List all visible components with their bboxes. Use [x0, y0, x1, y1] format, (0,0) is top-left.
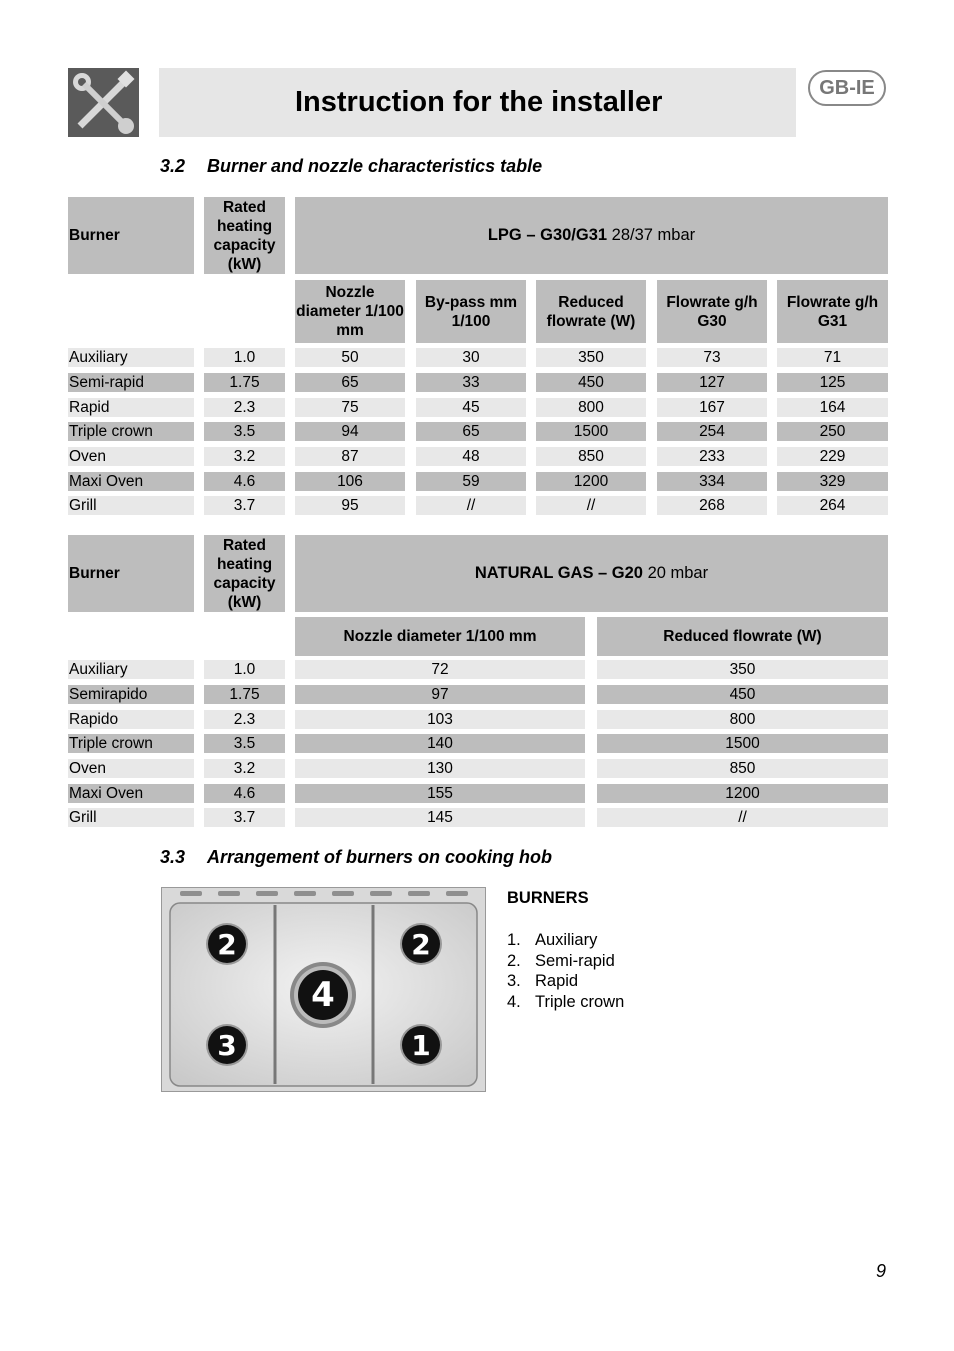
lpg-subheader-2: By-pass mm 1/100	[416, 280, 526, 343]
lpg-cell: //	[536, 496, 646, 515]
hob-burner-badge: 3	[208, 1026, 246, 1064]
lpg-cell: 71	[777, 348, 888, 367]
ng-row-label: Rapido	[68, 710, 194, 729]
ng-cell: 2.3	[204, 710, 285, 729]
lpg-gas-header: LPG – G30/G31 28/37 mbar	[295, 197, 888, 274]
ng-cell: 800	[597, 710, 888, 729]
ng-cell: 155	[295, 784, 585, 803]
ng-row-label: Grill	[68, 808, 194, 827]
ng-cell: 1200	[597, 784, 888, 803]
lpg-cell: 59	[416, 472, 526, 491]
lpg-cell: 94	[295, 422, 405, 441]
lpg-cell: 254	[657, 422, 767, 441]
burners-legend-heading: BURNERS	[507, 889, 589, 907]
lpg-cell: 33	[416, 373, 526, 392]
ng-row-label: Auxiliary	[68, 660, 194, 679]
hob-burner-badge: 2	[402, 925, 440, 963]
lpg-cell: 450	[536, 373, 646, 392]
ng-gas-header: NATURAL GAS – G20 20 mbar	[295, 535, 888, 612]
lpg-cell: 127	[657, 373, 767, 392]
section-heading-3-2: 3.2 Burner and nozzle characteristics table	[160, 156, 543, 176]
ng-cell: 350	[597, 660, 888, 679]
hob-burner-badge: 4	[298, 970, 348, 1020]
lpg-row-label: Maxi Oven	[68, 472, 194, 491]
ng-cell: //	[597, 808, 888, 827]
ng-capacity-header: Rated heating capacity (kW)	[204, 535, 285, 612]
lpg-cell: //	[416, 496, 526, 515]
burners-legend-list	[507, 930, 624, 1012]
lpg-cell: 4.6	[204, 472, 285, 491]
lpg-cell: 268	[657, 496, 767, 515]
ng-row-label: Oven	[68, 759, 194, 778]
burner-legend-item-2: 2. Semi-rapid	[507, 951, 615, 970]
lpg-cell: 229	[777, 447, 888, 466]
lpg-cell: 350	[536, 348, 646, 367]
lpg-cell: 334	[657, 472, 767, 491]
ng-cell: 72	[295, 660, 585, 679]
ng-subheader-1: Nozzle diameter 1/100 mm	[295, 617, 585, 656]
lpg-cell: 48	[416, 447, 526, 466]
lpg-cell: 2.3	[204, 398, 285, 417]
section-heading-3-3: 3.3 Arrangement of burners on cooking hob	[160, 847, 553, 867]
lpg-cell: 87	[295, 447, 405, 466]
hob-burner-badge: 2	[208, 925, 246, 963]
lpg-cell: 3.7	[204, 496, 285, 515]
ng-cell: 1.75	[204, 685, 285, 704]
lpg-cell: 106	[295, 472, 405, 491]
ng-row-label: Semirapido	[68, 685, 194, 704]
ng-cell: 3.2	[204, 759, 285, 778]
lpg-cell: 125	[777, 373, 888, 392]
lpg-cell: 75	[295, 398, 405, 417]
lpg-row-label: Triple crown	[68, 422, 194, 441]
lpg-subheader-3: Reduced flowrate (W)	[536, 280, 646, 343]
lpg-cell: 850	[536, 447, 646, 466]
lpg-cell: 1.0	[204, 348, 285, 367]
ng-row-label: Maxi Oven	[68, 784, 194, 803]
ng-cell: 130	[295, 759, 585, 778]
ng-cell: 3.5	[204, 734, 285, 753]
lpg-cell: 1200	[536, 472, 646, 491]
ng-subheader-2: Reduced flowrate (W)	[597, 617, 888, 656]
tools-icon	[68, 68, 139, 137]
ng-cell: 3.7	[204, 808, 285, 827]
lpg-cell: 1.75	[204, 373, 285, 392]
lpg-cell: 264	[777, 496, 888, 515]
ng-burner-header: Burner	[68, 535, 194, 612]
lpg-row-label: Semi-rapid	[68, 373, 194, 392]
burner-legend-item-1: 1. Auxiliary	[507, 931, 598, 949]
lpg-row-label: Auxiliary	[68, 348, 194, 367]
lpg-cell: 73	[657, 348, 767, 367]
burner-legend-item-4: 4. Triple crown	[507, 992, 625, 1011]
ng-cell: 1.0	[204, 660, 285, 679]
burner-legend-item-3: 3. Rapid	[507, 972, 579, 990]
lpg-cell: 800	[536, 398, 646, 417]
hob-burner-badge: 1	[402, 1026, 440, 1064]
lpg-subheader-1: Nozzle diameter 1/100 mm	[295, 280, 405, 343]
ng-cell: 97	[295, 685, 585, 704]
ng-cell: 4.6	[204, 784, 285, 803]
ng-cell: 103	[295, 710, 585, 729]
lpg-cell: 65	[295, 373, 405, 392]
ng-cell: 450	[597, 685, 888, 704]
ng-cell: 145	[295, 808, 585, 827]
lpg-capacity-header: Rated heating capacity (kW)	[204, 197, 285, 274]
lpg-cell: 250	[777, 422, 888, 441]
ng-row-label: Triple crown	[68, 734, 194, 753]
page-title: Instruction for the installer	[295, 86, 663, 118]
lpg-cell: 1500	[536, 422, 646, 441]
lpg-cell: 3.2	[204, 447, 285, 466]
lpg-cell: 329	[777, 472, 888, 491]
lpg-cell: 45	[416, 398, 526, 417]
ng-cell: 850	[597, 759, 888, 778]
lpg-cell: 3.5	[204, 422, 285, 441]
lpg-row-label: Grill	[68, 496, 194, 515]
lpg-cell: 30	[416, 348, 526, 367]
page-number: 9	[876, 1261, 887, 1281]
lpg-subheader-5: Flowrate g/h G31	[777, 280, 888, 343]
lpg-subheader-4: Flowrate g/h G30	[657, 280, 767, 343]
lpg-cell: 164	[777, 398, 888, 417]
header-tools-image	[68, 68, 139, 137]
lpg-cell: 233	[657, 447, 767, 466]
ng-cell: 1500	[597, 734, 888, 753]
lpg-burner-header: Burner	[68, 197, 194, 274]
lpg-cell: 50	[295, 348, 405, 367]
lpg-cell: 65	[416, 422, 526, 441]
lpg-cell: 95	[295, 496, 405, 515]
region-badge: GB-IE	[808, 70, 886, 106]
ng-cell: 140	[295, 734, 585, 753]
lpg-cell: 167	[657, 398, 767, 417]
lpg-row-label: Oven	[68, 447, 194, 466]
lpg-row-label: Rapid	[68, 398, 194, 417]
